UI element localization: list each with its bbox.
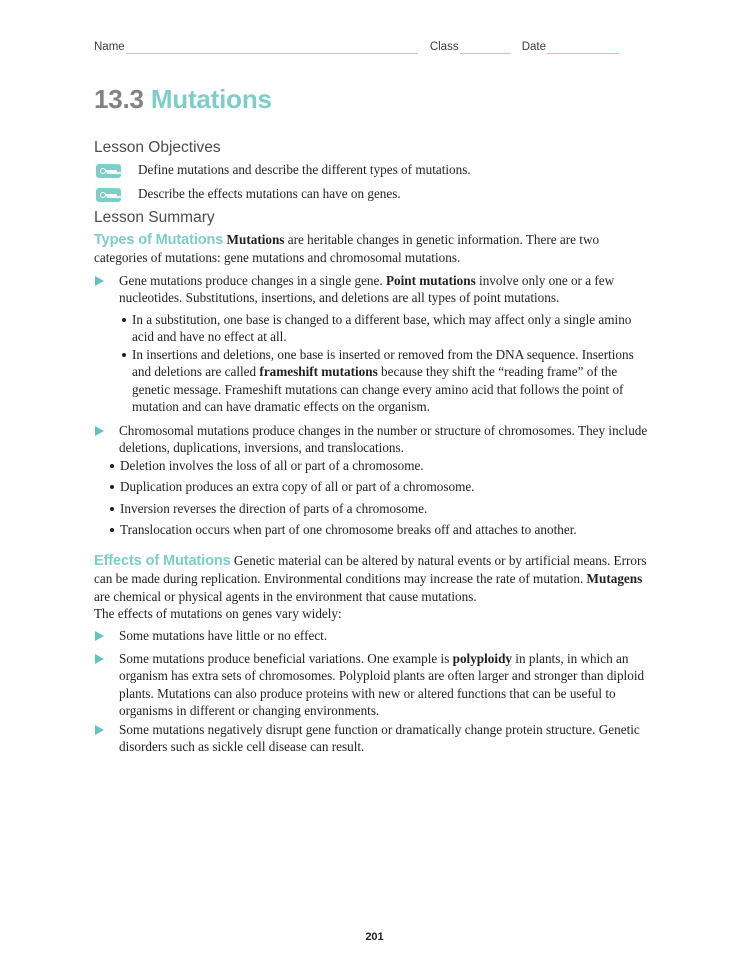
dot-bullet-icon <box>122 318 126 322</box>
bullet-chromosomal-mutations <box>95 422 651 457</box>
bullet-text: In a substitution, one base is changed to a different base, which may affect only a single amino acid and have no effect at all. <box>132 312 632 345</box>
insertion-text-part1: In insertions and deletions, one base is inserted or removed from the DNA sequence. Insertions and deletions are called <box>132 347 634 380</box>
bullet-text: Translocation occurs when part of one chromosome breaks off and attaches to another. <box>120 522 577 537</box>
bullet-little-or-no-effect <box>95 627 651 644</box>
gene-text-part2: involve only one or a few nucleotides. Substitutions, insertions, and deletions are all types of point mutations. <box>119 273 615 306</box>
bullet-text: Some mutations have little or no effect. <box>119 628 328 643</box>
class-field[interactable] <box>430 38 510 54</box>
types-of-mutations-lead-in: Types of Mutations <box>94 232 224 248</box>
objective-item <box>96 162 636 178</box>
mutagens-term: Mutagens <box>586 571 643 587</box>
bullet-deletion <box>110 457 638 474</box>
bullet-disrupt-gene-function <box>95 721 651 756</box>
bullet-substitution <box>122 311 638 346</box>
bullet-translocation <box>110 521 638 538</box>
key-icon <box>96 188 121 202</box>
bullet-text <box>119 272 651 307</box>
effects-intro-part2: are chemical or physical agents in the environment that cause mutations. <box>94 588 477 604</box>
dot-bullet-icon <box>110 485 114 489</box>
dot-bullet-icon <box>110 464 114 468</box>
triangle-bullet-icon <box>95 725 104 735</box>
types-intro-text: are heritable changes in genetic information. There are two categories of mutations: gene mutations and chromosomal mutations. <box>94 232 600 266</box>
bullet-beneficial-variations <box>95 650 651 719</box>
gene-text-part1: Gene mutations produce changes in a single gene. <box>119 273 386 288</box>
polyploidy-term: polyploidy <box>452 651 512 666</box>
effects-intro-part1: Genetic material can be altered by natural events or by artificial means. Errors can be made during replication. Environmental conditions may increase the rate of mutation. <box>94 553 647 587</box>
insertion-text-part2: because they shift the “reading frame” of the genetic message. Frameshift mutations can change every amino acid that follows the point of mutation and can have dramatic effects on the organism. <box>132 364 624 414</box>
date-field[interactable] <box>522 38 619 54</box>
objective-text: Define mutations and describe the different types of mutations. <box>138 162 471 177</box>
page-title <box>94 84 272 115</box>
name-field[interactable] <box>94 38 418 54</box>
key-icon <box>96 164 121 178</box>
bullet-text <box>119 650 651 719</box>
triangle-bullet-icon <box>95 654 104 664</box>
bullet-text <box>132 346 638 415</box>
page-number: 201 <box>365 931 384 943</box>
lesson-number: 13.3 <box>94 84 144 114</box>
bullet-text: Duplication produces an extra copy of all or part of a chromosome. <box>120 479 475 494</box>
bullet-gene-mutations <box>95 272 651 307</box>
beneficial-text-part2: in plants, in which an organism has extra sets of chromosomes. Polyploid plants are often larger and stronger than diploid plants. Mutations can also produce proteins with new or altered functions that can be useful to organisms in different or changing environments. <box>119 651 645 718</box>
effects-of-mutations-intro <box>94 552 650 605</box>
objective-text: Describe the effects mutations can have on genes. <box>138 186 401 201</box>
effects-of-mutations-lead-in: Effects of Mutations <box>94 553 231 569</box>
dot-bullet-icon <box>110 507 114 511</box>
bullet-text: Inversion reverses the direction of parts of a chromosome. <box>120 501 428 516</box>
objective-item <box>96 186 636 202</box>
mutations-term: Mutations <box>226 232 285 247</box>
bullet-text: Some mutations negatively disrupt gene function or dramatically change protein structure. Genetic disorders such as sickle cell disease can result. <box>119 722 640 755</box>
class-write-line[interactable] <box>460 40 510 54</box>
dot-bullet-icon <box>122 353 126 357</box>
bullet-text: Deletion involves the loss of all or part of a chromosome. <box>120 458 424 473</box>
header-fields <box>94 34 619 54</box>
lesson-objectives-heading: Lesson Objectives <box>94 139 221 156</box>
bullet-insertions-deletions <box>122 346 638 415</box>
triangle-bullet-icon <box>95 426 104 436</box>
lesson-name: Mutations <box>150 84 272 114</box>
effects-lead-sentence: The effects of mutations on genes vary widely: <box>94 606 342 621</box>
bullet-inversion <box>110 500 638 517</box>
class-label: Class <box>429 41 459 53</box>
point-mutations-term: Point mutations <box>385 273 476 288</box>
bullet-text: Chromosomal mutations produce changes in the number or structure of chromosomes. They include deletions, duplications, inversions, and translocations. <box>119 423 648 456</box>
beneficial-text-part1: Some mutations produce beneficial variations. One example is <box>119 651 453 666</box>
dot-bullet-icon <box>110 528 114 532</box>
triangle-bullet-icon <box>95 276 104 286</box>
date-write-line[interactable] <box>547 40 619 54</box>
frameshift-mutations-term: frameshift mutations <box>259 364 378 380</box>
name-write-line[interactable] <box>126 40 418 54</box>
lesson-summary-heading: Lesson Summary <box>94 209 215 226</box>
bullet-duplication <box>110 478 638 495</box>
triangle-bullet-icon <box>95 631 104 641</box>
date-label: Date <box>521 41 546 53</box>
name-label: Name <box>94 41 125 53</box>
types-of-mutations-intro <box>94 231 650 267</box>
